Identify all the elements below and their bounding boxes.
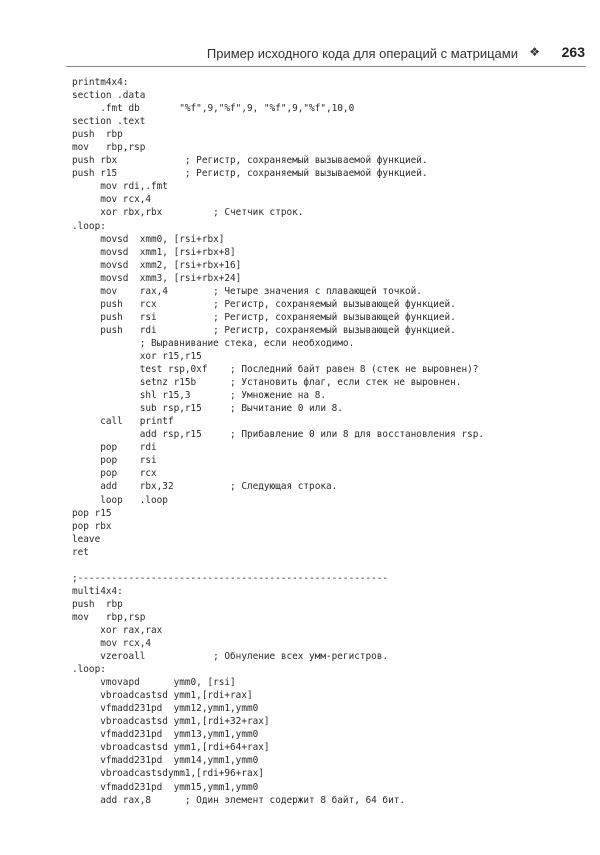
- code-line: movsd xmm1, [rsi+rbx+8]: [72, 246, 236, 258]
- code-line: movsd xmm0, [rsi+rbx]: [72, 233, 225, 245]
- code-line: push r15 ; Регистр, сохраняемый вызываемой функцией.: [72, 168, 428, 180]
- code-line: ret: [72, 546, 89, 558]
- code-line: push rcx ; Регистр, сохраняемый вызывающей функцией.: [72, 298, 456, 310]
- code-line: mov rcx,4: [72, 638, 152, 650]
- page-number: 263: [561, 44, 585, 60]
- code-line: xor rbx,rbx ; Счетчик строк.: [72, 207, 304, 219]
- code-line: section .text: [72, 116, 146, 128]
- code-line: xor r15,r15: [72, 350, 202, 362]
- code-line: mov rdi,.fmt: [72, 181, 168, 193]
- code-line: pop rbx: [72, 520, 112, 532]
- code-line: push rbp: [72, 598, 123, 610]
- code-line: vbroadcastsd ymm1,[rdi+rax]: [72, 690, 253, 702]
- code-line: ;-------------------------------------------------------: [72, 572, 389, 584]
- code-line: multi4x4:: [72, 585, 123, 597]
- code-line: .loop:: [72, 220, 106, 232]
- code-line: movsd xmm3, [rsi+rbx+24]: [72, 272, 242, 284]
- code-line: pop rdi: [72, 442, 157, 454]
- code-line: mov rax,4 ; Четыре значения с плавающей точкой.: [72, 285, 422, 297]
- code-line: add rax,8 ; Один элемент содержит 8 байт, 64 бит.: [72, 794, 406, 806]
- code-listing: [72, 76, 592, 807]
- code-line: push rsi ; Регистр, сохраняемый вызывающей функцией.: [72, 311, 456, 323]
- code-line: vbroadcastsdymm1,[rdi+96+rax]: [72, 768, 264, 780]
- code-line: add rsp,r15 ; Прибавление 0 или 8 для восстановления rsp.: [72, 429, 485, 441]
- code-line: pop rcx: [72, 468, 157, 480]
- code-line: loop .loop: [72, 494, 168, 506]
- code-line: setnz r15b ; Установить флаг, если стек не выровнен.: [72, 377, 462, 389]
- code-line: .loop:: [72, 664, 106, 676]
- code-line: mov rbp,rsp: [72, 142, 146, 154]
- code-line: .fmt db "%f",9,"%f",9, "%f",9,"%f",10,0: [72, 103, 355, 115]
- code-line: test rsp,0xf ; Последний байт равен 8 (стек не выровнен)?: [72, 364, 479, 376]
- code-line: push rdi ; Регистр, сохраняемый вызывающей функцией.: [72, 324, 456, 336]
- code-line: printm4x4:: [72, 77, 129, 88]
- code-line: vmovapd ymm0, [rsi]: [72, 677, 236, 689]
- code-line: vbroadcastsd ymm1,[rdi+64+rax]: [72, 742, 270, 754]
- code-line: vfmadd231pd ymm15,ymm1,ymm0: [72, 781, 259, 793]
- code-line: xor rax,rax: [72, 624, 163, 636]
- code-line: vbroadcastsd ymm1,[rdi+32+rax]: [72, 716, 270, 728]
- code-line: vfmadd231pd ymm12,ymm1,ymm0: [72, 703, 259, 715]
- code-line: section .data: [72, 90, 146, 102]
- code-line: mov rbp,rsp: [72, 611, 146, 623]
- code-line: shl r15,3 ; Умножение на 8.: [72, 390, 326, 402]
- code-line: pop r15: [72, 507, 112, 519]
- code-line: mov rcx,4: [72, 194, 152, 206]
- code-line: push rbp: [72, 129, 123, 141]
- code-line: ; Выравнивание стека, если необходимо.: [72, 337, 355, 349]
- code-line: pop rsi: [72, 455, 157, 467]
- code-line: [72, 559, 592, 572]
- running-header: [0, 42, 600, 66]
- code-line: vfmadd231pd ymm14,ymm1,ymm0: [72, 755, 259, 767]
- code-line: push rbx ; Регистр, сохраняемый вызываемой функцией.: [72, 155, 428, 167]
- code-line: add rbx,32 ; Следующая строка.: [72, 481, 338, 493]
- chapter-title: Пример исходного кода для операций с матрицами: [206, 46, 518, 61]
- code-line: vfmadd231pd ymm13,ymm1,ymm0: [72, 729, 259, 741]
- header-divider: [66, 66, 586, 67]
- code-line: call printf: [72, 416, 174, 428]
- code-line: vzeroall ; Обнуление всех умм-регистров.: [72, 651, 389, 663]
- code-line: leave: [72, 533, 101, 545]
- code-line: sub rsp,r15 ; Вычитание 0 или 8.: [72, 403, 343, 415]
- ornament-icon: ❖: [529, 45, 540, 59]
- code-line: movsd xmm2, [rsi+rbx+16]: [72, 259, 242, 271]
